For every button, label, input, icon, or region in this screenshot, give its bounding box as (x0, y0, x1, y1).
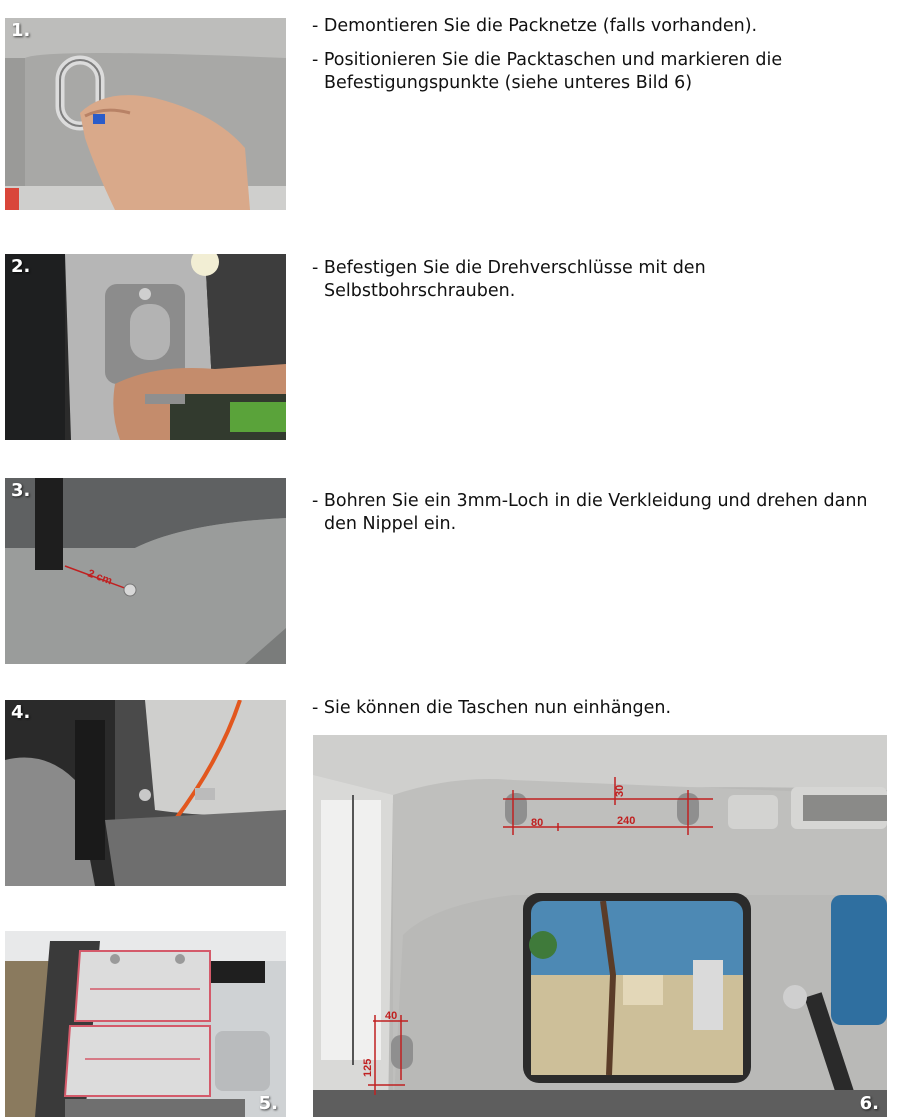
photo-5-illustration (5, 931, 286, 1117)
photo-step-6 (313, 735, 887, 1117)
dimension-30: 30 (614, 784, 626, 797)
step-number: 2. (11, 256, 31, 277)
dimension-80: 80 (531, 817, 544, 829)
dimension-125: 125 (362, 1058, 374, 1077)
photo-3-dimension-label: 2 cm (85, 567, 114, 588)
step-number: 1. (11, 20, 31, 41)
step-number: 6. (859, 1093, 879, 1114)
step-2-text (312, 257, 887, 314)
step-3-paragraph: - Bohren Sie ein 3mm-Loch in die Verkleidung und drehen dann den Nippel ein. (312, 491, 868, 534)
step-number: 3. (11, 480, 31, 501)
photo-3-illustration (5, 478, 286, 664)
step-1-paragraph-1: - Demontieren Sie die Packnetze (falls vorhanden). (312, 16, 758, 36)
dimension-240: 240 (617, 815, 636, 827)
photo-step-1 (5, 18, 286, 210)
photo-step-4 (5, 700, 286, 886)
photo-6-illustration (313, 735, 887, 1117)
photo-2-illustration (5, 254, 286, 440)
photo-4-illustration (5, 700, 286, 886)
step-4-text (312, 697, 887, 731)
photo-step-5 (5, 931, 286, 1117)
step-number: 5. (258, 1093, 278, 1114)
step-4-paragraph: - Sie können die Taschen nun einhängen. (312, 698, 672, 718)
photo-step-2 (5, 254, 286, 440)
step-1-text (312, 15, 887, 106)
step-number: 4. (11, 702, 31, 723)
step-2-paragraph: - Befestigen Sie die Drehverschlüsse mit den Selbstbohrschrauben. (312, 258, 706, 301)
dimension-40: 40 (385, 1010, 398, 1022)
step-3-text (312, 490, 887, 547)
photo-1-illustration (5, 18, 286, 210)
photo-step-3 (5, 478, 286, 664)
step-1-paragraph-2: - Positionieren Sie die Packtaschen und markieren die Befestigungspunkte (siehe unteres Bild 6) (312, 50, 783, 93)
